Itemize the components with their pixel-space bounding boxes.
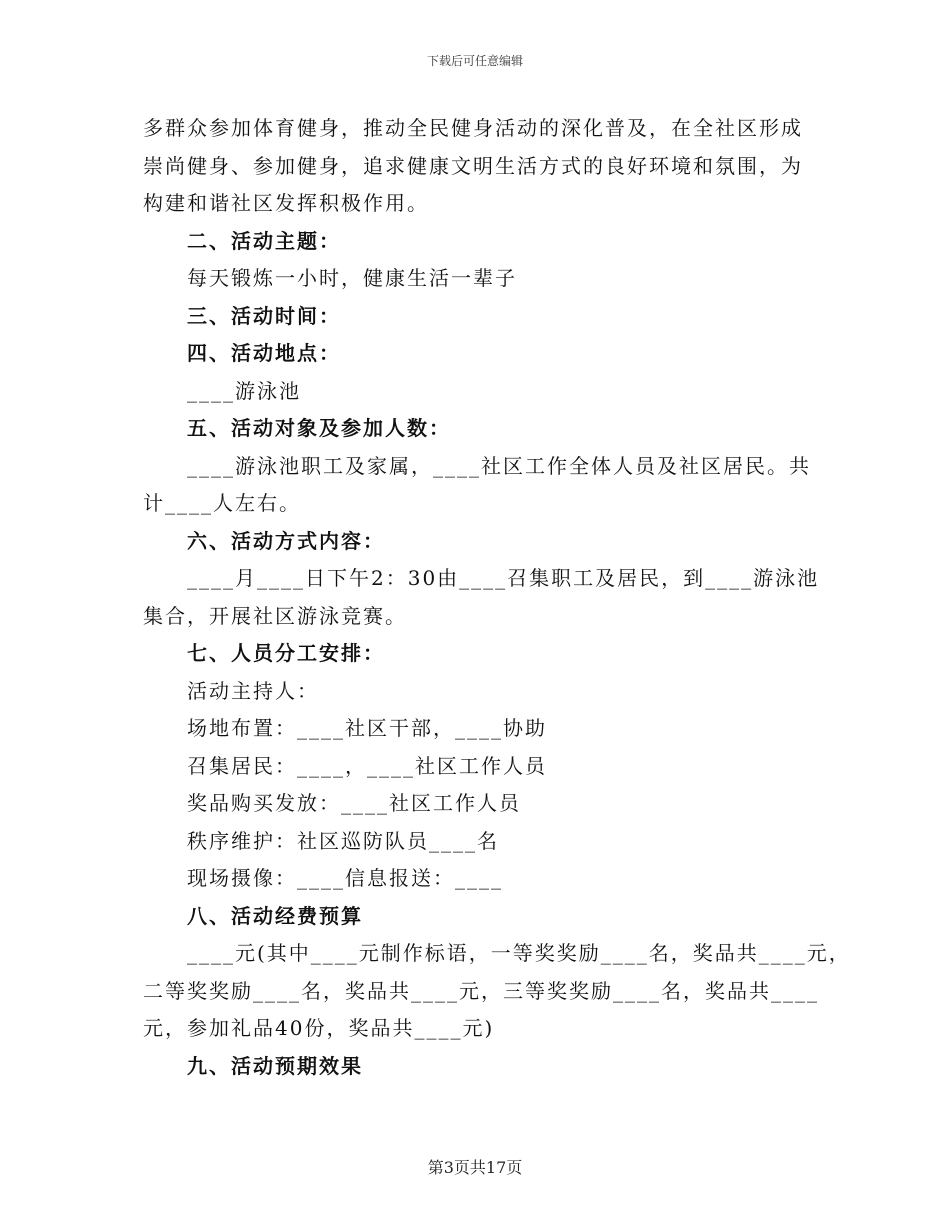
paragraph-line: 崇尚健身、参加健身，追求健康文明生活方式的良好环境和氛围，为 (143, 153, 803, 178)
section-heading: 九、活动预期效果 (187, 1053, 363, 1078)
paragraph-line: 奖品购买发放：____社区工作人员 (187, 791, 521, 815)
section-heading: 三、活动时间： (187, 303, 341, 328)
paragraph-line: 召集居民：____，____社区工作人员 (187, 753, 547, 778)
paragraph-line: 现场摄像：____信息报送：____ (187, 866, 503, 890)
paragraph-line: 元，参加礼品40份，奖品共____元) (143, 1016, 495, 1040)
paragraph-line: 活动主持人： (187, 678, 319, 703)
section-heading: 五、活动对象及参加人数： (187, 416, 451, 440)
section-heading: 四、活动地点： (187, 341, 341, 365)
section-heading: 七、人员分工安排： (187, 641, 385, 665)
paragraph-line: ____游泳池职工及家属，____社区工作全体人员及社区居民。共 (187, 453, 811, 478)
paragraph-line: ____元(其中____元制作标语，一等奖奖励____名，奖品共____元， (187, 941, 851, 965)
page-header: 下载后可任意编辑 (426, 54, 523, 68)
paragraph-line: 多群众参加体育健身，推动全民健身活动的深化普及，在全社区形成 (143, 116, 803, 140)
paragraph-line: 二等奖奖励____名，奖品共____元，三等奖奖励____名，奖品共____ (143, 978, 819, 1003)
document-body (143, 110, 851, 1085)
page-footer: 第3页共17页 (427, 1158, 523, 1177)
paragraph-line: ____月____日下午2：30由____召集职工及居民，到____游泳池 (187, 566, 820, 590)
paragraph-line: 每天锻炼一小时，健康生活一辈子 (187, 266, 517, 290)
paragraph-line: 构建和谐社区发挥积极作用。 (143, 191, 429, 215)
paragraph-line: 计____人左右。 (143, 491, 301, 515)
section-heading: 二、活动主题： (187, 228, 341, 253)
paragraph-line: 场地布置：____社区干部，____协助 (187, 716, 547, 740)
section-heading: 八、活动经费预算 (187, 903, 363, 928)
section-heading: 六、活动方式内容： (187, 528, 385, 553)
paragraph-line: 秩序维护：社区巡防队员____名 (187, 828, 499, 853)
paragraph-line: ____游泳池 (187, 378, 301, 403)
paragraph-line: 集合，开展社区游泳竞赛。 (143, 603, 407, 628)
